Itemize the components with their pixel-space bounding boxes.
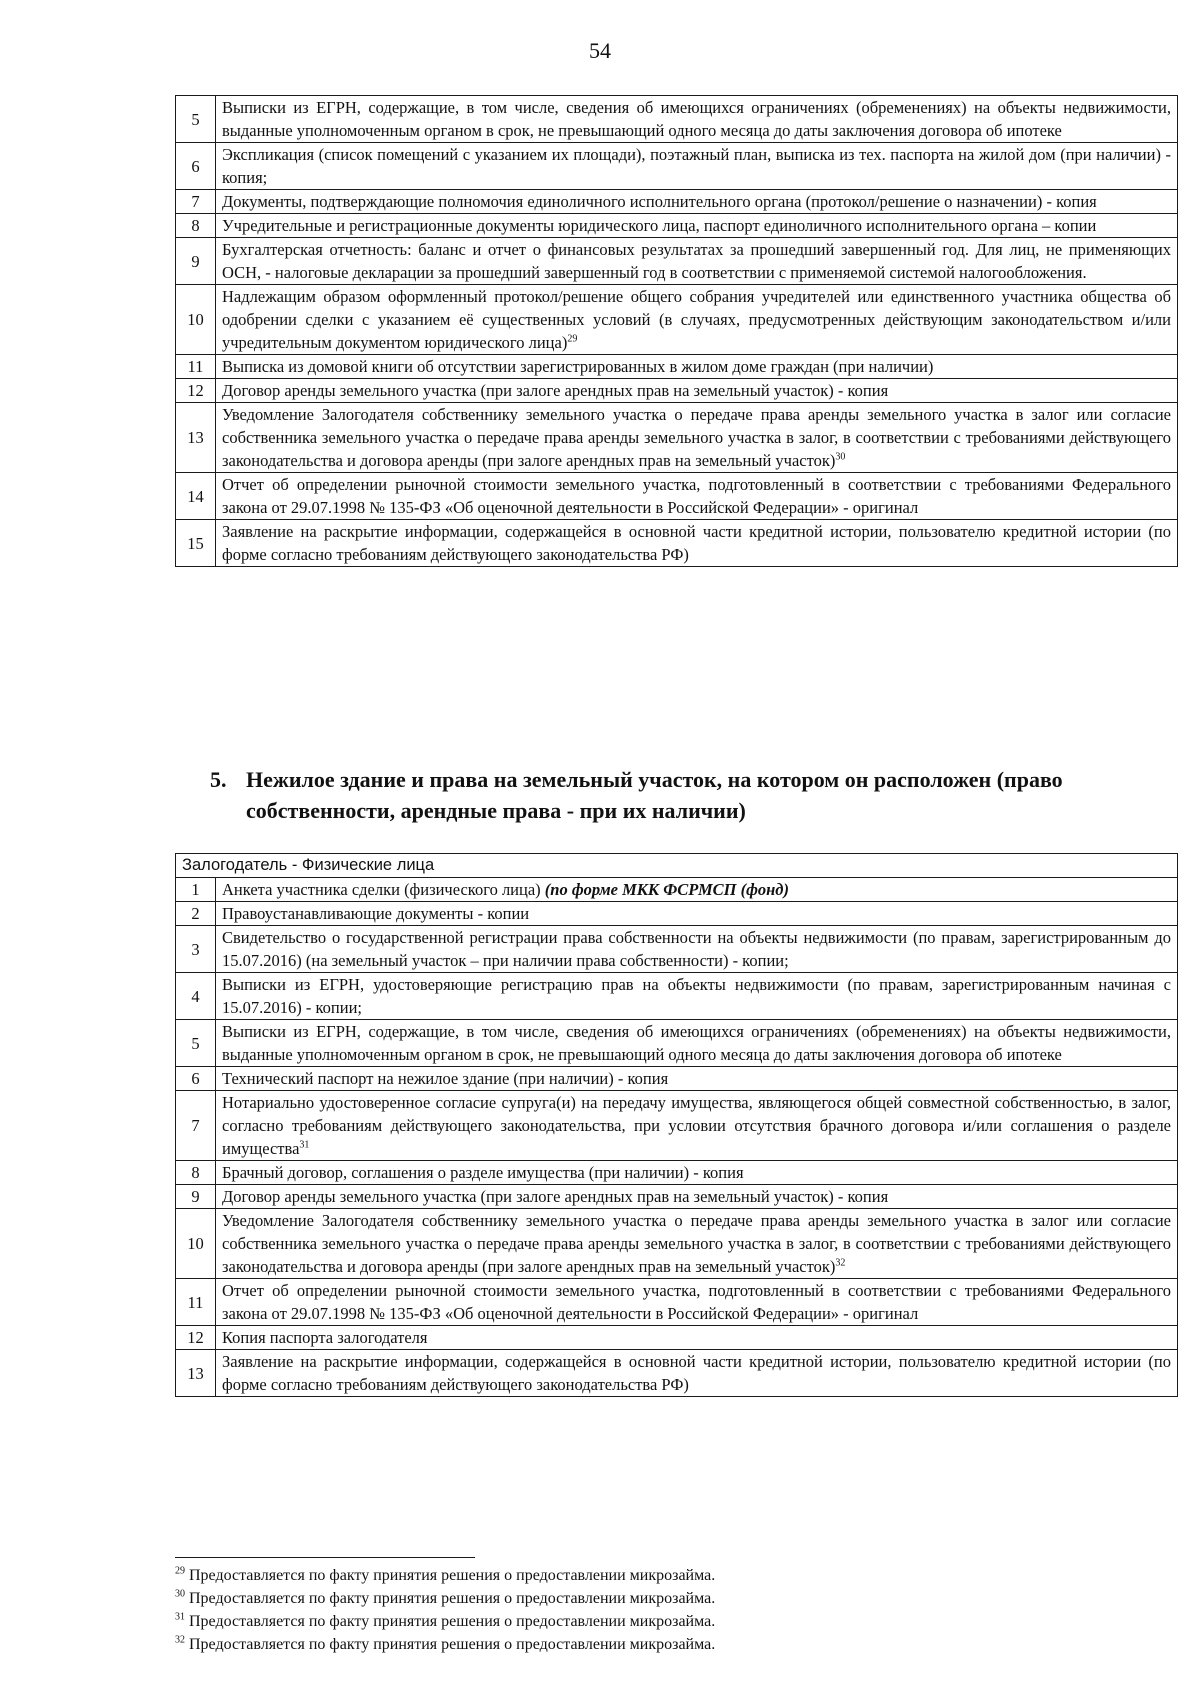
section-number: 5. — [210, 767, 227, 792]
row-text-cell — [216, 1067, 1178, 1091]
row-text: Выписки из ЕГРН, содержащие, в том числе, сведения об имеющихся ограничениях (обременениях) на объекты недвижимости, выданные уполномоченным органом в срок, не превышающий одного месяца до даты заключения договора об ипотеке — [222, 1022, 1171, 1064]
footnote-reference: 31 — [299, 1139, 310, 1151]
table-row — [176, 926, 1178, 973]
footnote-text: Предоставляется по факту принятия решения о предоставлении микрозайма. — [189, 1613, 716, 1630]
row-text: Отчет об определении рыночной стоимости земельного участка, подготовленный в соответствии с требованиями Федерального закона от 29.07.1998 № 135-ФЗ «Об оценочной деятельности в Российской Федерации» - оригинал — [222, 1281, 1171, 1323]
table-row — [176, 902, 1178, 926]
row-text-cell — [216, 878, 1178, 902]
row-text-cell — [216, 403, 1178, 473]
table-row — [176, 1161, 1178, 1185]
footnote — [175, 1564, 1075, 1587]
section-title-line2: собственности, арендные права - при их наличии) — [246, 798, 746, 823]
row-text-cell — [216, 473, 1178, 520]
row-text: Отчет об определении рыночной стоимости земельного участка, подготовленный в соответствии с требованиями Федерального закона от 29.07.1998 № 135-ФЗ «Об оценочной деятельности в Российской Федерации» - оригинал — [222, 475, 1171, 517]
row-text: Бухгалтерская отчетность: баланс и отчет о финансовых результатах за прошедший завершенный год. Для лиц, не применяющих ОСН, - налоговые декларации за прошедший завершенный год в соответствии с применяемой системой налогообложения. — [222, 240, 1171, 282]
table-row — [176, 520, 1178, 567]
table-row — [176, 1326, 1178, 1350]
row-number: 14 — [176, 473, 216, 520]
footnote — [175, 1633, 1075, 1656]
footnote-separator — [175, 1557, 475, 1558]
row-number: 4 — [176, 973, 216, 1020]
row-text: Уведомление Залогодателя собственнику земельного участка о передаче права аренды земельного участка в залог или согласие собственника земельного участка о передаче права аренды земельного участка в залог, в соответствии с требованиями действующего законодательства и договора аренды (при залоге арендных прав на земельный участок) — [222, 1211, 1171, 1276]
row-text-cell — [216, 379, 1178, 403]
row-text-emphasis: (по форме МКК ФСРМСП (фонд) — [544, 880, 789, 899]
row-text-cell — [216, 1020, 1178, 1067]
row-text-cell — [216, 1279, 1178, 1326]
table-body — [176, 96, 1178, 567]
page-number: 54 — [589, 38, 611, 63]
documents-table-legal-entity — [175, 95, 1178, 567]
row-number: 5 — [176, 1020, 216, 1067]
row-text-cell — [216, 238, 1178, 285]
footnotes — [175, 1564, 1075, 1656]
table-row — [176, 285, 1178, 355]
row-text: Копия паспорта залогодателя — [222, 1328, 428, 1347]
row-text-cell — [216, 96, 1178, 143]
row-text: Выписка из домовой книги об отсутствии зарегистрированных в жилом доме граждан (при наличии) — [222, 357, 934, 376]
table-caption: Залогодатель - Физические лица — [176, 854, 1178, 878]
table-caption-row — [176, 854, 1178, 878]
row-text: Выписки из ЕГРН, содержащие, в том числе, сведения об имеющихся ограничениях (обременениях) на объекты недвижимости, выданные уполномоченным органом в срок, не превышающий одного месяца до даты заключения договора об ипотеке — [222, 98, 1171, 140]
table-row — [176, 1209, 1178, 1279]
table-row — [176, 1067, 1178, 1091]
footnote-reference: 32 — [835, 1257, 846, 1269]
table-body — [176, 854, 1178, 1397]
row-text-cell — [216, 355, 1178, 379]
row-text-cell — [216, 190, 1178, 214]
row-number: 13 — [176, 403, 216, 473]
row-number: 8 — [176, 214, 216, 238]
row-number: 11 — [176, 355, 216, 379]
row-text-cell — [216, 520, 1178, 567]
row-text: Анкета участника сделки (физического лица) — [222, 880, 545, 899]
row-number: 11 — [176, 1279, 216, 1326]
row-number: 7 — [176, 190, 216, 214]
row-number: 6 — [176, 1067, 216, 1091]
row-number: 9 — [176, 238, 216, 285]
row-text-cell — [216, 1185, 1178, 1209]
row-number: 8 — [176, 1161, 216, 1185]
section-heading — [210, 764, 1110, 826]
row-text-cell — [216, 285, 1178, 355]
table-row — [176, 379, 1178, 403]
row-text-cell — [216, 902, 1178, 926]
table-row — [176, 190, 1178, 214]
table-row — [176, 1350, 1178, 1397]
row-number: 15 — [176, 520, 216, 567]
row-text-cell — [216, 214, 1178, 238]
row-text-cell — [216, 1350, 1178, 1397]
table-row — [176, 473, 1178, 520]
row-text: Заявление на раскрытие информации, содержащейся в основной части кредитной истории, пользователю кредитной истории (по форме согласно требованиям действующего законодательства РФ) — [222, 1352, 1171, 1394]
row-number: 1 — [176, 878, 216, 902]
table-row — [176, 214, 1178, 238]
table-row — [176, 143, 1178, 190]
row-text: Договор аренды земельного участка (при залоге арендных прав на земельный участок) - копия — [222, 381, 889, 400]
footnote-text: Предоставляется по факту принятия решения о предоставлении микрозайма. — [189, 1590, 716, 1607]
row-text: Уведомление Залогодателя собственнику земельного участка о передаче права аренды земельного участка в залог или согласие собственника земельного участка о передаче права аренды земельного участка в залог, в соответствии с требованиями действующего законодательства и договора аренды (при залоге арендных прав на земельный участок) — [222, 405, 1171, 470]
row-text-cell — [216, 1091, 1178, 1161]
row-text: Нотариально удостоверенное согласие супруга(и) на передачу имущества, являющегося общей совместной собственностью, в залог, согласно требованиям действующего законодательства, при условии отсутствия брачного договора и/или соглашения о разделе имущества — [222, 1093, 1171, 1158]
table-row — [176, 403, 1178, 473]
table-row — [176, 355, 1178, 379]
row-text: Учредительные и регистрационные документы юридического лица, паспорт единоличного исполнительного органа – копии — [222, 216, 1097, 235]
row-text: Выписки из ЕГРН, удостоверяющие регистрацию прав на объекты недвижимости (по правам, зарегистрированным начиная с 15.07.2016) - копии; — [222, 975, 1171, 1017]
table-row — [176, 1020, 1178, 1067]
footnote-text: Предоставляется по факту принятия решения о предоставлении микрозайма. — [189, 1636, 716, 1653]
row-text: Договор аренды земельного участка (при залоге арендных прав на земельный участок) - копия — [222, 1187, 889, 1206]
footnote-mark: 30 — [175, 1588, 185, 1600]
row-text: Надлежащим образом оформленный протокол/решение общего собрания учредителей или единственного участника общества об одобрении сделки с указанием её существенных условий (в случаях, предусмотренных действующим законодательством и/или учредительным документом юридического лица) — [222, 287, 1171, 352]
row-number: 10 — [176, 1209, 216, 1279]
row-text-cell — [216, 973, 1178, 1020]
table-row — [176, 973, 1178, 1020]
row-text: Правоустанавливающие документы - копии — [222, 904, 530, 923]
row-number: 5 — [176, 96, 216, 143]
footnote-reference: 29 — [567, 333, 578, 345]
row-text: Технический паспорт на нежилое здание (при наличии) - копия — [222, 1069, 669, 1088]
row-number: 6 — [176, 143, 216, 190]
row-number: 13 — [176, 1350, 216, 1397]
table-row — [176, 878, 1178, 902]
row-text: Заявление на раскрытие информации, содержащейся в основной части кредитной истории, пользователю кредитной истории (по форме согласно требованиям действующего законодательства РФ) — [222, 522, 1171, 564]
row-number: 10 — [176, 285, 216, 355]
documents-table-individuals — [175, 853, 1178, 1397]
table-row — [176, 96, 1178, 143]
row-number: 2 — [176, 902, 216, 926]
table-row — [176, 238, 1178, 285]
section-title-line1: Нежилое здание и права на земельный участок, на котором он расположен (право — [246, 767, 1063, 792]
row-text: Свидетельство о государственной регистрации права собственности на объекты недвижимости (по правам, зарегистрированным до 15.07.2016) (на земельный участок – при наличии права собственности) - копии; — [222, 928, 1171, 970]
footnote-mark: 31 — [175, 1611, 185, 1623]
row-text-cell — [216, 1209, 1178, 1279]
row-text: Экспликация (список помещений с указанием их площади), поэтажный план, выписка из тех. паспорта на жилой дом (при наличии) - копия; — [222, 145, 1171, 187]
footnote — [175, 1587, 1075, 1610]
row-number: 9 — [176, 1185, 216, 1209]
footnote-mark: 29 — [175, 1565, 185, 1577]
row-text: Документы, подтверждающие полномочия единоличного исполнительного органа (протокол/решение о назначении) - копия — [222, 192, 1097, 211]
table-row — [176, 1091, 1178, 1161]
row-text-cell — [216, 143, 1178, 190]
row-text-cell — [216, 926, 1178, 973]
row-text-cell — [216, 1161, 1178, 1185]
row-number: 7 — [176, 1091, 216, 1161]
footnote-mark: 32 — [175, 1634, 185, 1646]
row-text-cell — [216, 1326, 1178, 1350]
footnote-reference: 30 — [835, 451, 846, 463]
footnote-text: Предоставляется по факту принятия решения о предоставлении микрозайма. — [189, 1567, 716, 1584]
footnote — [175, 1610, 1075, 1633]
table-row — [176, 1185, 1178, 1209]
row-number: 12 — [176, 1326, 216, 1350]
table-row — [176, 1279, 1178, 1326]
row-number: 12 — [176, 379, 216, 403]
row-text: Брачный договор, соглашения о разделе имущества (при наличии) - копия — [222, 1163, 744, 1182]
row-number: 3 — [176, 926, 216, 973]
